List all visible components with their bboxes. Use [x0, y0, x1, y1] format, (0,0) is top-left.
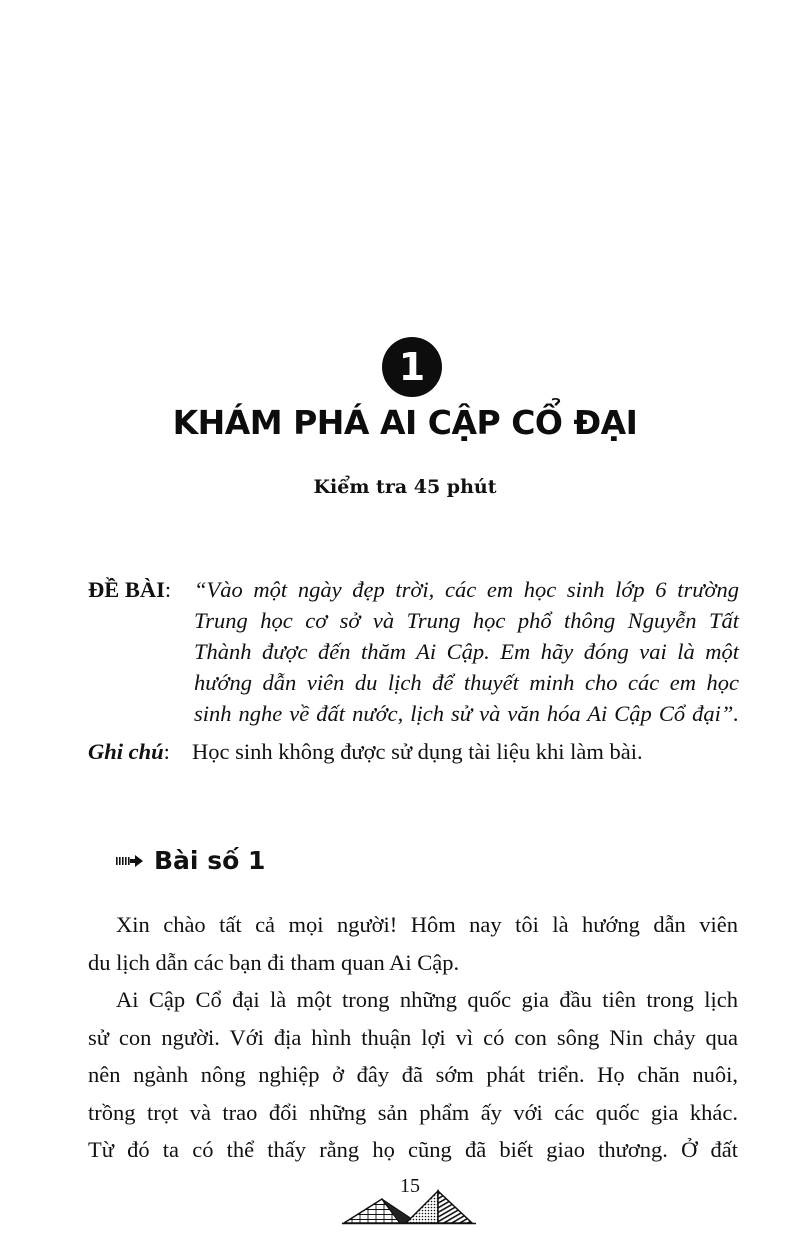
- note-text: Học sinh không được sử dụng tài liệu khi làm bài.: [192, 739, 643, 764]
- chapter-number-badge: [382, 337, 442, 397]
- prompt-line: Thành được đến thăm Ai Cập. Em hãy đóng vai là một: [194, 639, 739, 664]
- body-line: trồng trọt và trao đổi những sản phẩm ấy với các quốc gia khác.: [88, 1099, 738, 1125]
- chapter-title: KHÁM PHÁ AI CẬP CỔ ĐẠI: [172, 403, 638, 442]
- essay-body: [88, 906, 738, 1169]
- pyramids-icon: [340, 1185, 480, 1230]
- body-line: Xin chào tất cả mọi người! Hôm nay tôi là hướng dẫn viên: [116, 912, 738, 937]
- prompt-line: sinh nghe về đất nước, lịch sử và văn hóa Ai Cập Cổ đại”.: [194, 701, 739, 726]
- prompt-label: ĐỀ BÀI:: [88, 577, 172, 602]
- chapter-number: 1: [398, 345, 426, 389]
- body-line: Từ đó ta có thể thấy rằng họ cũng đã biết giao thương. Ở đất: [88, 1137, 738, 1162]
- arrow-right-icon: [116, 854, 144, 868]
- note-label: Ghi chú:: [88, 739, 170, 764]
- prompt-line: “Vào một ngày đẹp trời, các em học sinh lớp 6 trường: [194, 577, 739, 602]
- page-number: 15: [400, 1175, 420, 1197]
- paragraph: [88, 981, 738, 1169]
- prompt-line: hướng dẫn viên du lịch để thuyết minh cho các em học: [194, 670, 739, 695]
- paragraph: [88, 906, 738, 981]
- section-heading: [116, 846, 265, 875]
- page-footer: [340, 1175, 480, 1225]
- chapter-subtitle: Kiểm tra 45 phút: [313, 476, 497, 498]
- body-line: sử con người. Với địa hình thuận lợi vì có con sông Nin chảy qua: [88, 1024, 738, 1050]
- body-line: Ai Cập Cổ đại là một trong những quốc gia đầu tiên trong lịch: [116, 987, 738, 1012]
- body-line: nên ngành nông nghiệp ở đây đã sớm phát triển. Họ chăn nuôi,: [88, 1062, 738, 1087]
- prompt-text: [194, 574, 739, 729]
- body-line: du lịch dẫn các bạn đi tham quan Ai Cập.: [88, 949, 460, 975]
- note: [88, 736, 738, 767]
- prompt-line: Trung học cơ sở và Trung học phổ thông Nguyễn Tất: [194, 608, 739, 633]
- section-title: Bài số 1: [154, 846, 266, 875]
